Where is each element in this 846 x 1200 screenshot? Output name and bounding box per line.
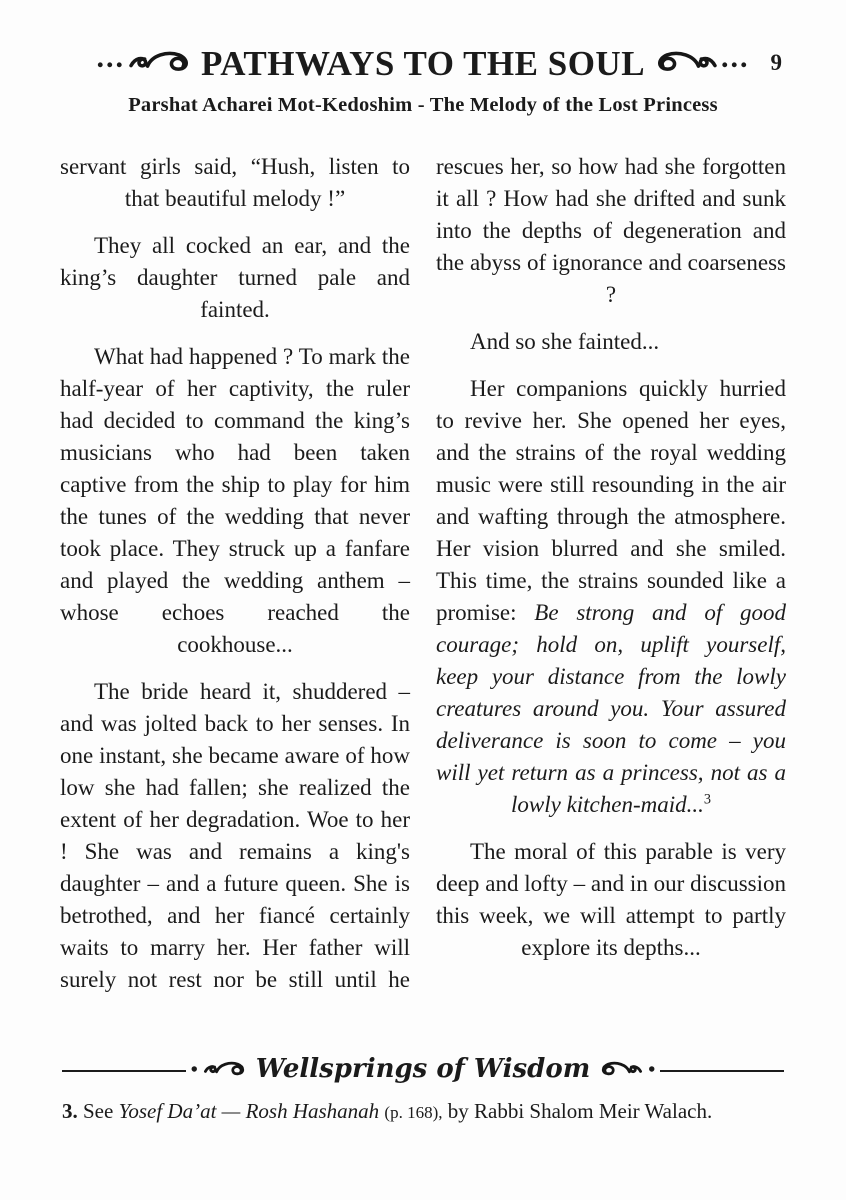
text-run: The moral of this parable is very deep and lofty – and in our discussion this week, we will attempt to partly explore its depths... <box>436 839 786 960</box>
paragraph <box>60 151 410 215</box>
footnote <box>62 1098 784 1126</box>
text-run: See <box>77 1099 119 1123</box>
paragraph <box>60 341 410 661</box>
paragraph <box>436 836 786 964</box>
scroll-flourish-icon <box>653 49 719 80</box>
text-run: What had happened ? To mark the half-year of her captivity, the ruler had decided to command the king’s musicians who had been taken captive from the ship to play for him the tunes of the wedding that never took place. They struck up a fanfare and played the wedding anthem – whose echoes reached the cookhouse... <box>60 344 410 657</box>
text-run: by Rabbi Shalom Meir Walach. <box>442 1099 713 1123</box>
text-run: And so she fainted... <box>470 329 660 354</box>
paragraph <box>60 230 410 326</box>
right-ornament: ... <box>653 49 750 80</box>
right-column <box>436 151 786 1011</box>
page-title: PATHWAYS TO THE SOUL <box>200 44 646 83</box>
left-column <box>60 151 410 1011</box>
text-run: They all cocked an ear, and the king’s daughter turned pale and fainted. <box>60 233 410 322</box>
text-run: 3. <box>62 1099 78 1123</box>
scroll-flourish-icon <box>203 1060 247 1083</box>
paragraph <box>60 676 410 996</box>
text-run: Her companions quickly hurried to revive her. She opened her eyes, and the strains of the royal wedding music were still resounding in the air and wafting through the atmosphere. Her vision blurred and she smiled. This time, the strains sounded like a promise: <box>436 376 786 625</box>
text-run: Yosef Da’at — Rosh Hashanah <box>118 1099 385 1123</box>
paragraph <box>436 151 786 311</box>
page-header <box>0 0 846 117</box>
page-footer <box>62 1056 784 1126</box>
divider-line <box>62 1070 186 1072</box>
text-run: 3 <box>703 791 712 808</box>
paragraph <box>436 373 786 821</box>
paragraph <box>436 326 786 358</box>
text-run: The bride heard it, shuddered – and was jolted back to her senses. In one instant, she became aware of how low she had fallen; she realized the extent of her degradation. Woe to her ! She was and remains a king's daughter – and a future queen. She is betrothed, and her fiancé certainly waits to marry her. Her father will surely not rest nor be still until he <box>60 679 410 992</box>
chapter-subtitle: Parshat Acharei Mot-Kedoshim - The Melody of the Lost Princess <box>128 94 718 116</box>
two-column-text <box>60 151 786 1011</box>
scroll-flourish-icon <box>127 49 193 80</box>
footer-divider: • Wellsprings of Wisdom • <box>62 1056 784 1086</box>
text-run: rescues her, so how had she forgotten it all ? How had she drifted and sunk into the depths of degeneration and the abyss of ignorance and coarseness ? <box>436 154 786 307</box>
page-number: 9 <box>770 50 782 75</box>
scroll-flourish-icon <box>599 1060 643 1083</box>
divider-line <box>660 1070 784 1072</box>
title-row <box>0 41 846 84</box>
text-run: Be strong and of good courage; hold on, uplift yourself, keep your distance from the lowly creatures around you. Your assured deliverance is soon to come – you will yet return as a princess, not as a lowly kitchen-maid... <box>436 600 786 817</box>
text-run: (p. 168), <box>384 1103 443 1122</box>
text-run: servant girls said, “Hush, listen to that beautiful melody !” <box>60 154 410 211</box>
series-title: Wellsprings of Wisdom <box>255 1054 591 1084</box>
left-ornament: ... <box>96 49 193 80</box>
